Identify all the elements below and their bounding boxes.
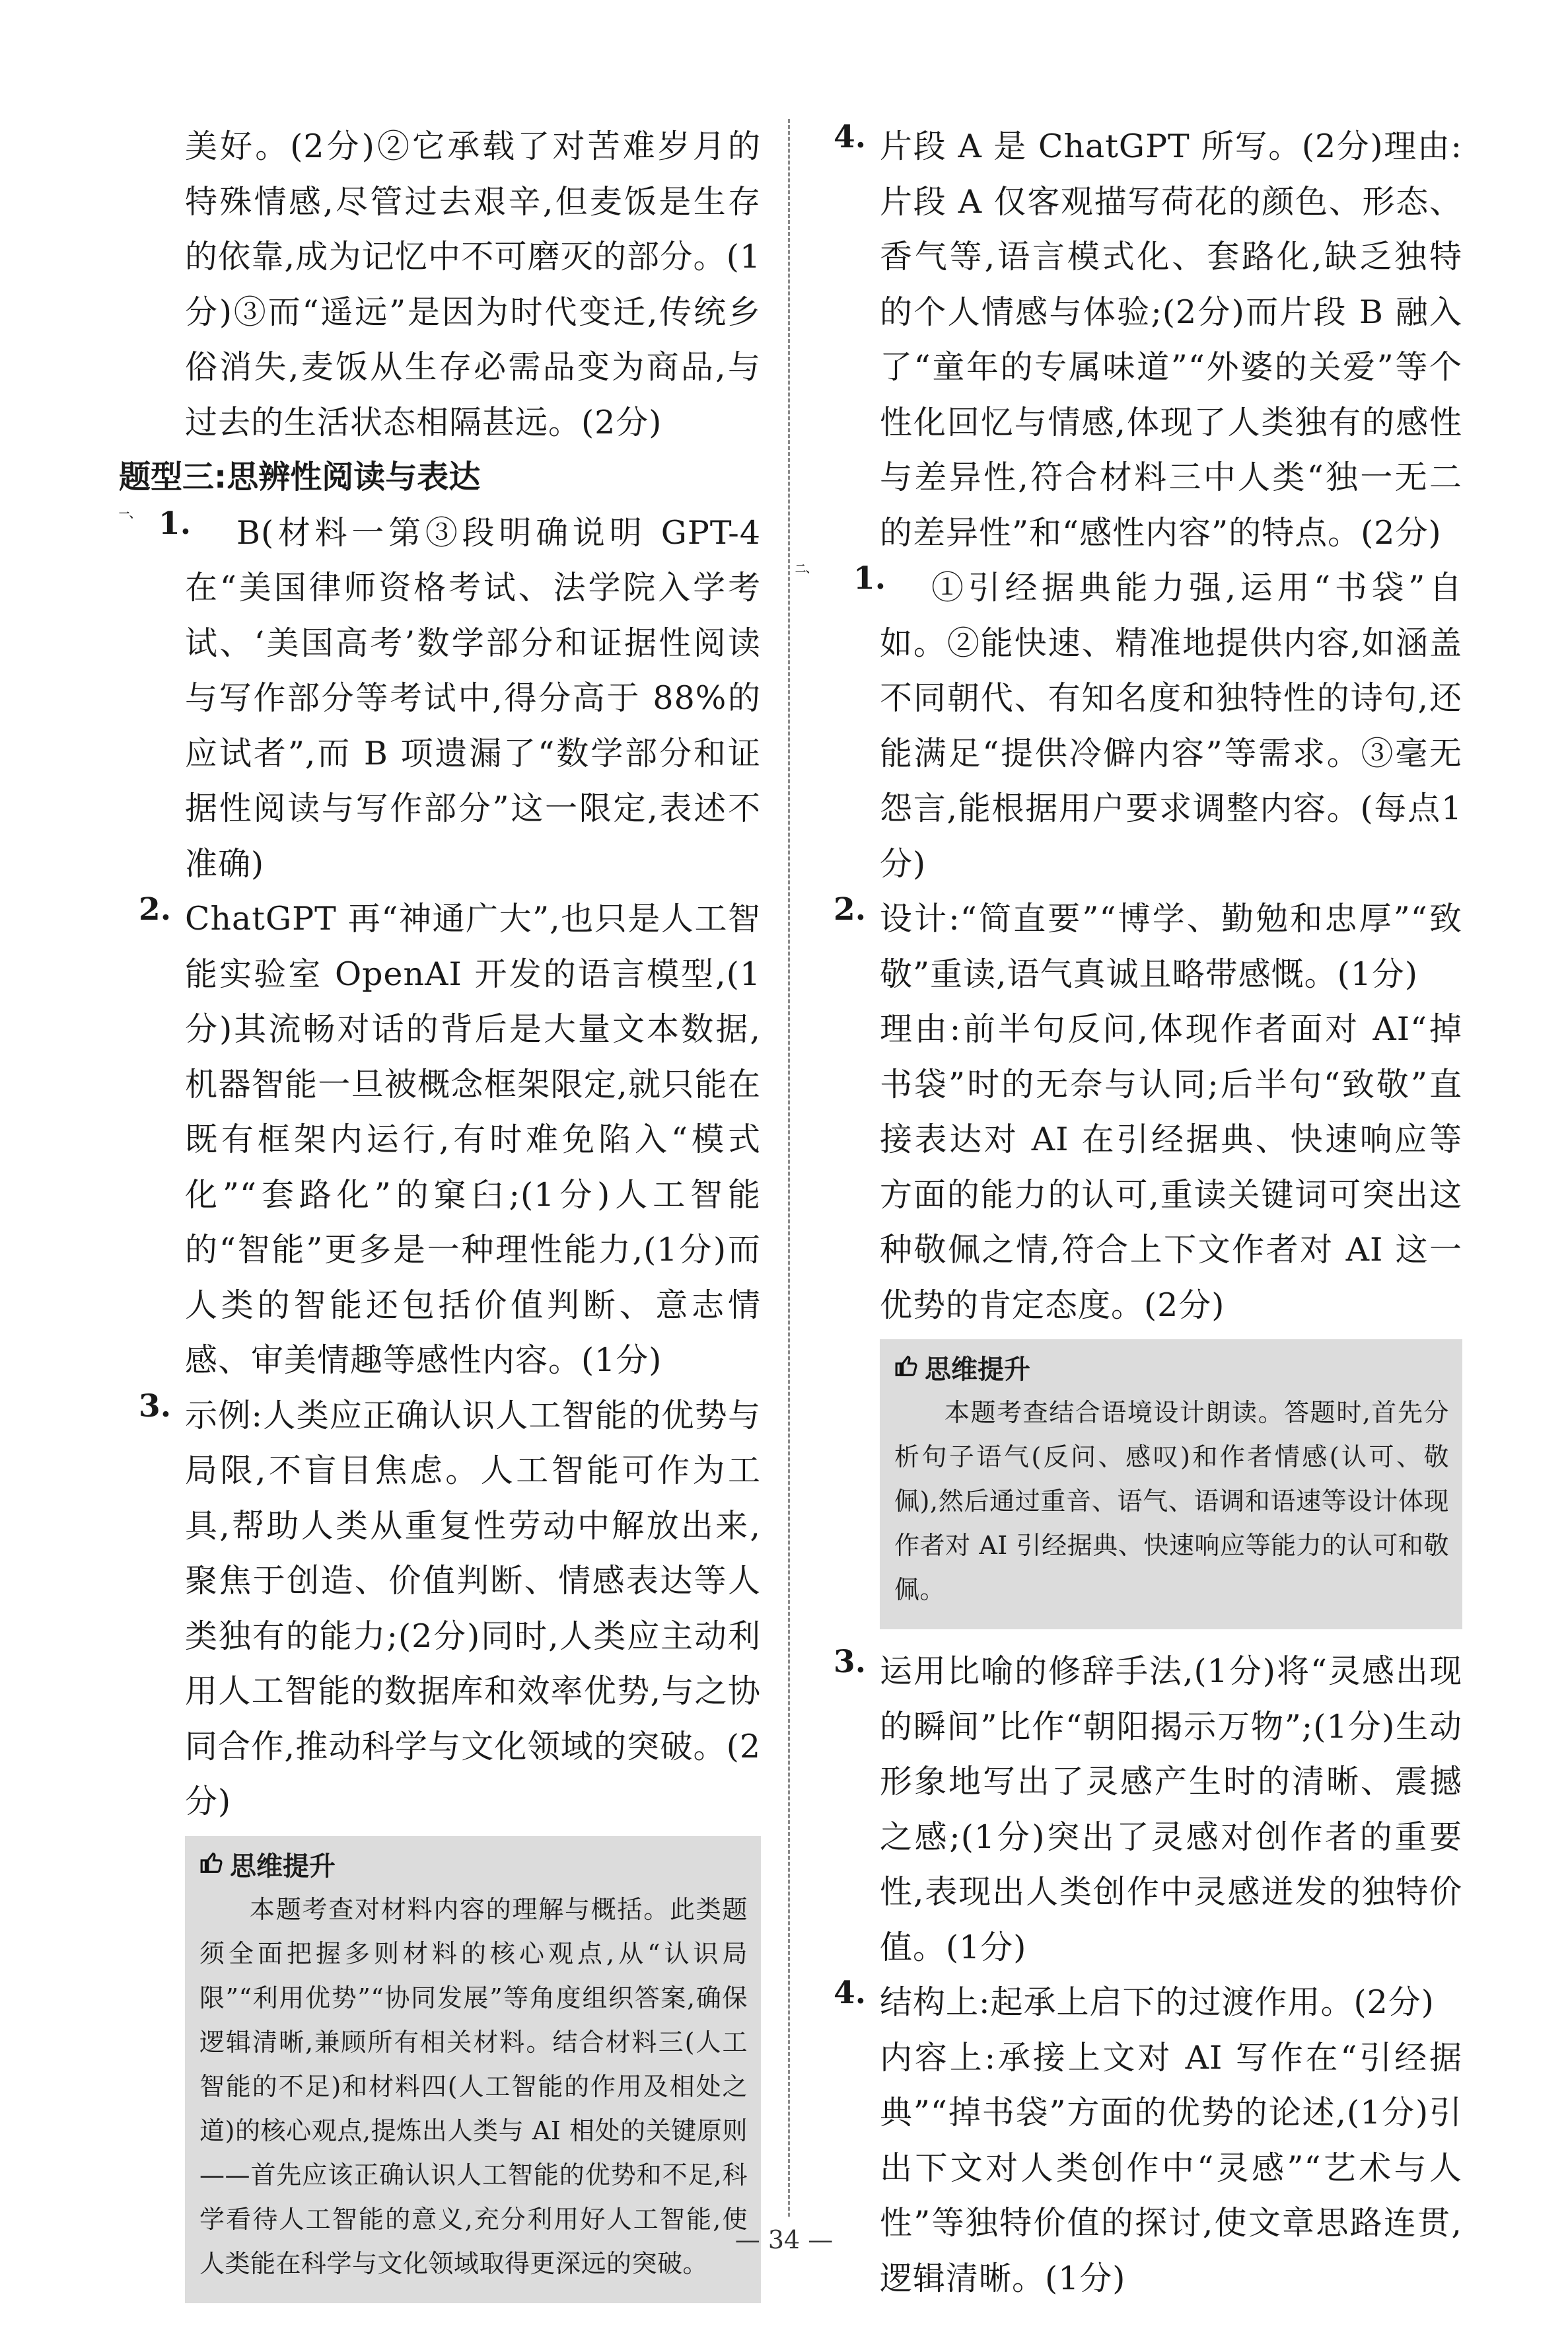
question-4-b: [814, 1975, 1462, 2306]
answer-text: 片段 A 是 ChatGPT 所写。(2分)理由:片段 A 仅客观描写荷花的颜色、形态、香气等,语言模式化、套路化,缺乏独特的个人情感与体验;(2分)而片段 B 融入了“童年的专属味道”“外婆的关爱”等个性化回忆与情感,体现了人类独有的感性与差异性,符合材料三中人类“独一无二的差异性”和“感性内容”的特点。(2分): [880, 128, 1462, 552]
question-number: 4.: [834, 119, 867, 155]
question-number: 3.: [139, 1387, 172, 1424]
answer-content: 内容上:承接上文对 AI 写作在“引经据典”“掉书袋”方面的优势的论述,(1分)引出下文对人类创作中“灵感”“艺术与人性”等独特价值的探讨,使文章思路连贯,逻辑清晰。(1分): [880, 2038, 1462, 2297]
right-column: [795, 119, 1462, 2306]
answer-design: 设计:“简直要”“博学、勤勉和忠厚”“致敬”重读,语气真诚且略带感慨。(1分): [880, 900, 1462, 993]
question-number: 2.: [834, 891, 867, 928]
answer-text: ①引经据典能力强,运用“书袋”自如。②能快速、精准地提供内容,如涵盖不同朝代、有知名度和独特性的诗句,还能满足“提供冷僻内容”等需求。③毫无怨言,能根据用户要求调整内容。(每点1分): [880, 569, 1462, 883]
section-number: 二、: [795, 562, 817, 575]
answer-text: B(材料一第③段明确说明 GPT-4 在“美国律师资格考试、法学院入学考试、‘美国高考’数学部分和证据性阅读与写作部分等考试中,得分高于 88%的应试者”,而 B 项遗漏了“数学部分和证据性阅读与写作部分”这一限定,表述不准确): [185, 513, 761, 883]
question-number: 1.: [159, 505, 192, 542]
tip-text: 本题考查结合语境设计朗读。答题时,首先分析句子语气(反问、感叹)和作者情感(认可、敬佩),然后通过重音、语气、语调和语速等设计体现作者对 AI 引经据典、快速响应等能力的认可和敬佩。: [894, 1398, 1449, 1604]
question-3: [814, 1644, 1462, 1975]
question-3: [119, 1388, 761, 1829]
question-2: [119, 891, 761, 1388]
thinking-hand-icon: [894, 1348, 919, 1391]
answer-reason: 理由:前半句反问,体现作者面对 AI“掉书袋”时的无奈与认同;后半句“致敬”直接表达对 AI 在引经据典、快速响应等方面的能力的认可,重读关键词可突出这种敬佩之情,符合上下文作者对 AI 这一优势的肯定态度。(2分): [880, 1010, 1462, 1324]
section-number: 一、: [119, 507, 141, 520]
question-4: [814, 119, 1462, 560]
tip-text: 本题考查对材料内容的理解与概括。此类题须全面把握多则材料的核心观点,从“认识局限”“利用优势”“协同发展”等角度组织答案,确保逻辑清晰,兼顾所有相关材料。结合材料三(人工智能的不足)和材料四(人工智能的作用及相处之道)的核心观点,提炼出人类与 AI 相处的关键原则——首先应该正确认识人工智能的优势和不足,科学看待人工智能的意义,充分利用好人工智能,使人类能在科学与文化领域取得更深远的突破。: [199, 1894, 748, 2278]
left-column: [119, 119, 761, 2318]
section-two-q1: [795, 560, 1462, 891]
tip-title: 思维提升: [894, 1348, 1449, 1391]
section-header: 题型三:思辨性阅读与表达: [119, 459, 481, 496]
question-number: 2.: [139, 891, 172, 928]
answer-structure: 结构上:起承上启下的过渡作用。(2分): [880, 1983, 1435, 2021]
answer-text: 示例:人类应正确认识人工智能的优势与局限,不盲目焦虑。人工智能可作为工具,帮助人类从重复性劳动中解放出来,聚焦于创造、价值判断、情感表达等人类独有的能力;(2分)同时,人类应主动利用人工智能的数据库和效率优势,与之协同合作,推动科学与文化领域的突破。(2分): [185, 1396, 761, 1820]
question-2: [814, 891, 1462, 1333]
continued-answer: 美好。(2分)②它承载了对苦难岁月的特殊情感,尽管过去艰辛,但麦饭是生存的依靠,成为记忆中不可磨灭的部分。(1分)③而“遥远”是因为时代变迁,传统乡俗消失,麦饭从生存必需品变为商品,与过去的生活状态相隔甚远。(2分): [185, 128, 761, 441]
question-number: 1.: [853, 560, 886, 597]
answer-text: 运用比喻的修辞手法,(1分)将“灵感出现的瞬间”比作“朝阳揭示万物”;(1分)生动形象地写出了灵感产生时的清晰、震撼之感;(1分)突出了灵感对创作者的重要性,表现出人类创作中灵感迸发的独特价值。(1分): [880, 1652, 1462, 1966]
page-number: — 34 —: [734, 2225, 834, 2254]
section-one-q1: [119, 505, 761, 892]
thinking-tip-box: [880, 1339, 1462, 1629]
question-number: 4.: [834, 1975, 867, 2011]
thinking-hand-icon: [199, 1845, 225, 1888]
question-number: 3.: [834, 1644, 867, 1680]
tip-title: 思维提升: [199, 1845, 748, 1888]
column-divider: [788, 119, 790, 2217]
answer-text: ChatGPT 再“神通广大”,也只是人工智能实验室 OpenAI 开发的语言模型,(1分)其流畅对话的背后是大量文本数据,机器智能一旦被概念框架限定,就只能在既有框架内运行,有时难免陷入“模式化”“套路化”的窠臼;(1分)人工智能的“智能”更多是一种理性能力,(1分)而人类的智能还包括价值判断、意志情感、审美情趣等感性内容。(1分): [185, 900, 761, 1379]
